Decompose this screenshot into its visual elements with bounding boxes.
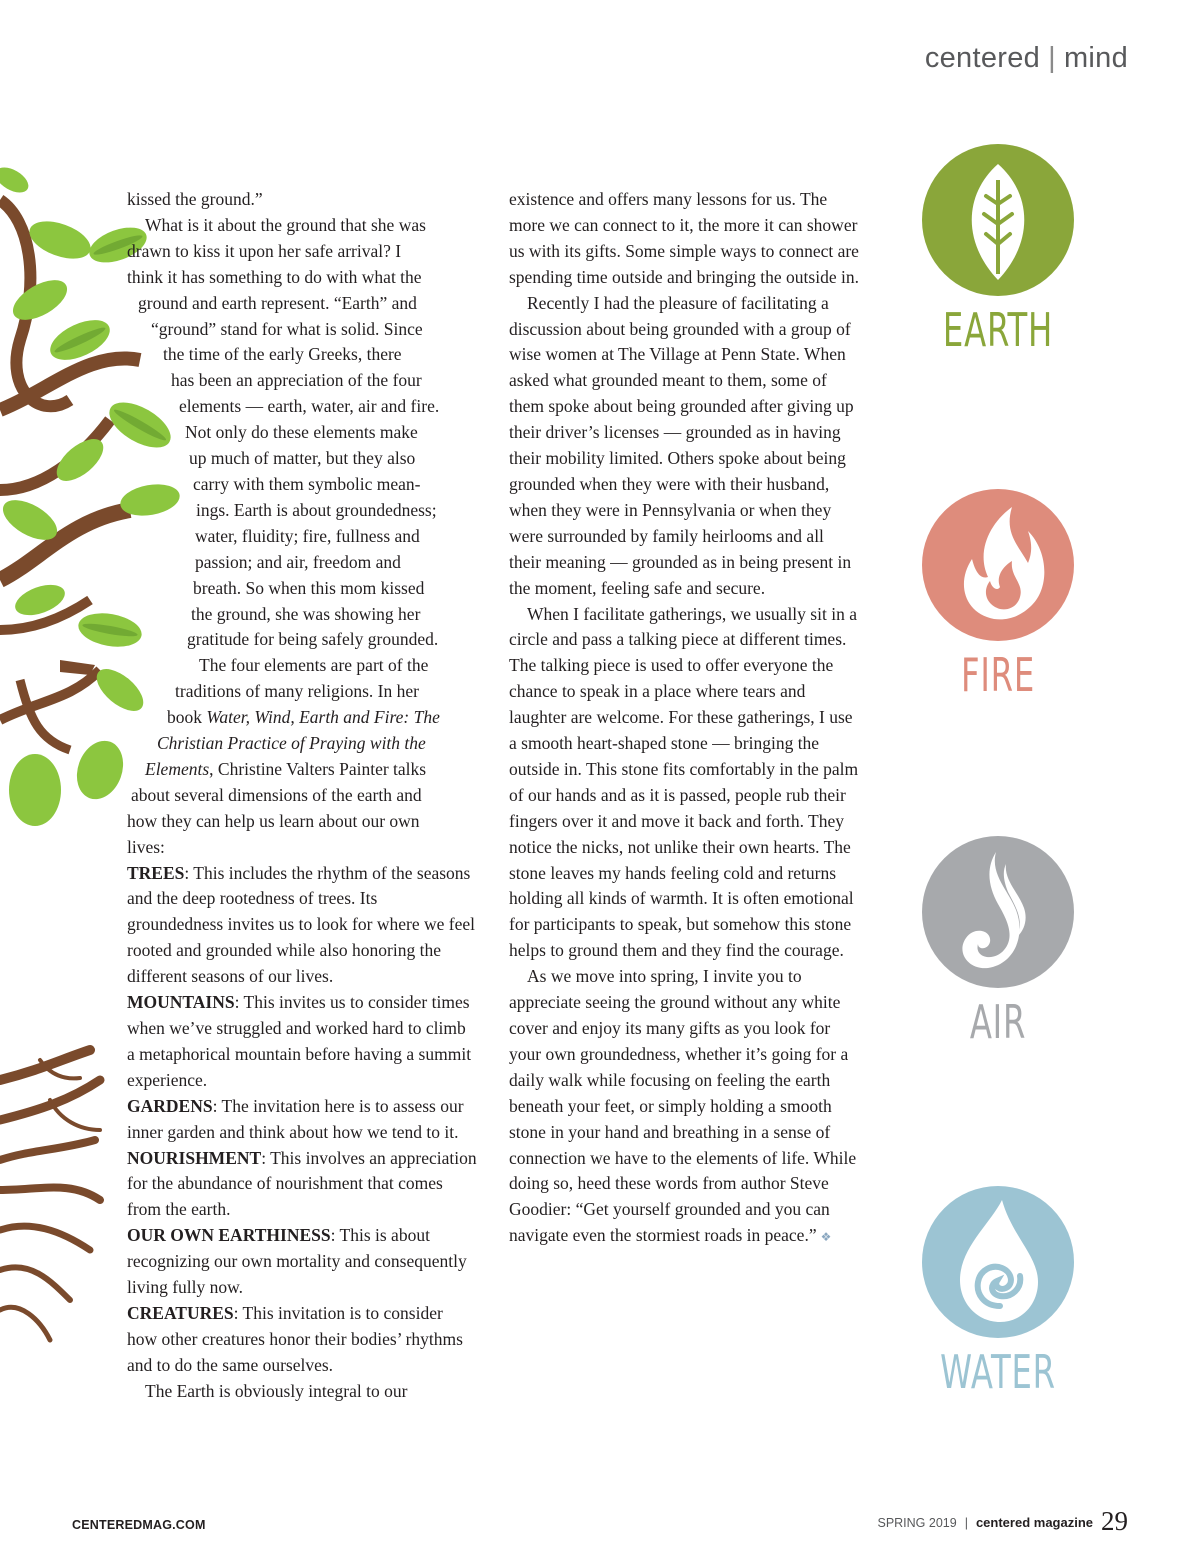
magazine-name: centered magazine	[975, 1515, 1093, 1530]
list-item-term: OUR OWN EARTHINESS	[127, 1225, 331, 1246]
text-line: gratitude for being safely grounded.	[187, 629, 439, 650]
list-item	[127, 1223, 477, 1301]
element-label: EARTH	[942, 303, 1054, 357]
text-run: , Christine Valters Painter talks	[209, 758, 427, 779]
text-line: What is it about the ground that she was	[145, 214, 426, 235]
text-line: about several dimensions of the earth and	[131, 784, 422, 805]
paragraph-text: As we move into spring, I invite you to appreciate seeing the ground without any white cover and enjoy its many gifts as you look for your own groundedness, whether it’s going for a daily walk while focusing on feeling the earth beneath your feet, or simply holding a smooth stone in your hand and breathing in a sense of connection we have to the elements of life. While doing so, heed these words from author Steve Goodier: “Get yourself grounded and you can navigate even the stormiest roads in peace.”	[509, 966, 857, 1246]
element-label: AIR	[969, 995, 1027, 1049]
book-title: Water, Wind, Earth and Fire: The	[206, 707, 440, 728]
text-line: drawn to kiss it upon her safe arrival? I	[127, 240, 402, 261]
leaf-icon	[920, 142, 1076, 298]
text-line: ground and earth represent. “Earth” and	[138, 292, 417, 313]
paragraph	[509, 964, 859, 1251]
text-line: up much of matter, but they also	[189, 448, 416, 469]
text-line: lives:	[127, 836, 165, 857]
paragraph: The Earth is obviously integral to our	[145, 1380, 408, 1401]
list-item-text: : This involves an appreciation for the abundance of nourishment that comes from the earth.	[127, 1147, 477, 1220]
list-item-term: CREATURES	[127, 1302, 234, 1323]
text-line: breath. So when this mom kissed	[193, 577, 425, 598]
flame-icon	[920, 487, 1076, 643]
list-item-text: : This invitation is to consider how other creatures honor their bodies’ rhythms and to do the same ourselves.	[127, 1302, 463, 1375]
text-line	[127, 731, 477, 757]
subsection-name: mind	[1063, 42, 1128, 74]
list-item-text: : This includes the rhythm of the seasons and the deep rootedness of trees. Its groundedness invites us to look for where we feel rooted and grounded while also honoring the different seasons of our lives.	[127, 862, 475, 987]
paragraph: Recently I had the pleasure of facilitating a discussion about being grounded with a group of wise women at The Village at Penn State. When asked what grounded meant to them, some of them spoke about being grounded after giving up their driver’s licenses — grounded as in having their mobility limited. Others spoke about being grounded when they were with their husband, when they were in Pennsylvania or when they were surrounded by family heirlooms and all their meaning — grounded as in being present in the moment, feeling safe and secure.	[509, 292, 854, 598]
book-title: Christian Practice of Praying with the	[157, 733, 426, 754]
list-item-term: GARDENS	[127, 1095, 213, 1116]
header-divider: |	[1048, 42, 1056, 74]
text-line: kissed the ground.”	[127, 189, 263, 209]
paragraph-wrapped	[127, 213, 477, 653]
text-line	[127, 757, 477, 783]
article-column-right	[509, 187, 859, 1251]
roots-illustration	[0, 1040, 110, 1370]
element-water	[920, 1184, 1076, 1397]
article-column-left	[127, 187, 477, 1405]
wind-swirl-icon	[920, 834, 1076, 990]
paragraph-wrapped	[127, 653, 477, 860]
text-line: the ground, she was showing her	[191, 603, 421, 624]
list-item	[127, 861, 477, 991]
element-label: WATER	[940, 1345, 1056, 1399]
end-of-article-icon: ❖	[820, 1230, 832, 1245]
footer-divider: |	[964, 1516, 968, 1530]
text-line: how they can help us learn about our own	[127, 810, 420, 831]
footer-folio	[877, 1506, 1128, 1537]
element-air	[920, 834, 1076, 1047]
list-item	[127, 990, 477, 1094]
text-run: book	[167, 707, 207, 728]
element-label: FIRE	[960, 648, 1036, 702]
text-line: think it has something to do with what the	[127, 266, 422, 287]
book-title: Elements	[145, 758, 210, 779]
text-line: Not only do these elements make	[185, 422, 418, 443]
text-line: ings. Earth is about groundedness;	[196, 499, 437, 520]
list-item-text: : This invites us to consider times when we’ve struggled and worked hard to climb a metaphorical mountain before having a summit experience.	[127, 992, 472, 1090]
list-item-term: MOUNTAINS	[127, 992, 235, 1013]
text-line: the time of the early Greeks, there	[163, 344, 402, 365]
element-earth	[920, 142, 1076, 355]
paragraph: existence and offers many lessons for us. The more we can connect to it, the more it can shower us with its gifts. Some simple ways to connect are spending time outside and bringing the outside in.	[509, 189, 859, 287]
list-item-term: NOURISHMENT	[127, 1147, 262, 1168]
list-item-text: : This is about recognizing our own mortality and consequently living fully now.	[127, 1225, 467, 1298]
element-fire	[920, 487, 1076, 700]
footer-website: CENTEREDMAG.COM	[72, 1518, 206, 1532]
paragraph	[127, 187, 477, 213]
paragraph: When I facilitate gatherings, we usually sit in a circle and pass a talking piece at different times. The talking piece is used to offer everyone the chance to speak in a place where tears and laughter are welcome. For these gatherings, I use a smooth heart-shaped stone — bringing the outside in. This stone fits comfortably in the palm of our hands and as it is passed, people rub their fingers over it and move it back and forth. They notice the nicks, not unlike their own hearts. The stone leaves my hands feeling cold and returns holding all kinds of warmth. It is often emotional for participants to speak, but somehow this stone helps to ground them and they find the courage.	[509, 603, 859, 961]
text-line: The four elements are part of the	[199, 655, 429, 676]
text-line: has been an appreciation of the four	[171, 370, 422, 391]
list-item-term: TREES	[127, 862, 185, 883]
section-name: centered	[924, 42, 1041, 74]
text-line: carry with them symbolic mean-	[193, 473, 421, 494]
section-header	[925, 42, 1128, 75]
text-line: traditions of many religions. In her	[175, 681, 419, 702]
text-line: water, fluidity; fire, fullness and	[195, 525, 420, 546]
text-line	[127, 705, 477, 731]
text-line: elements — earth, water, air and fire.	[179, 396, 440, 417]
text-line: passion; and air, freedom and	[195, 551, 401, 572]
list-item	[127, 1301, 477, 1379]
page-number: 29	[1101, 1506, 1128, 1536]
list-item	[127, 1146, 477, 1224]
list-item-text: : The invitation here is to assess our inner garden and think about how we tend to it.	[127, 1095, 464, 1142]
text-line: “ground” stand for what is solid. Since	[151, 318, 423, 339]
list-item	[127, 1094, 477, 1146]
water-drop-icon	[920, 1184, 1076, 1340]
issue-date: SPRING 2019	[877, 1516, 957, 1530]
